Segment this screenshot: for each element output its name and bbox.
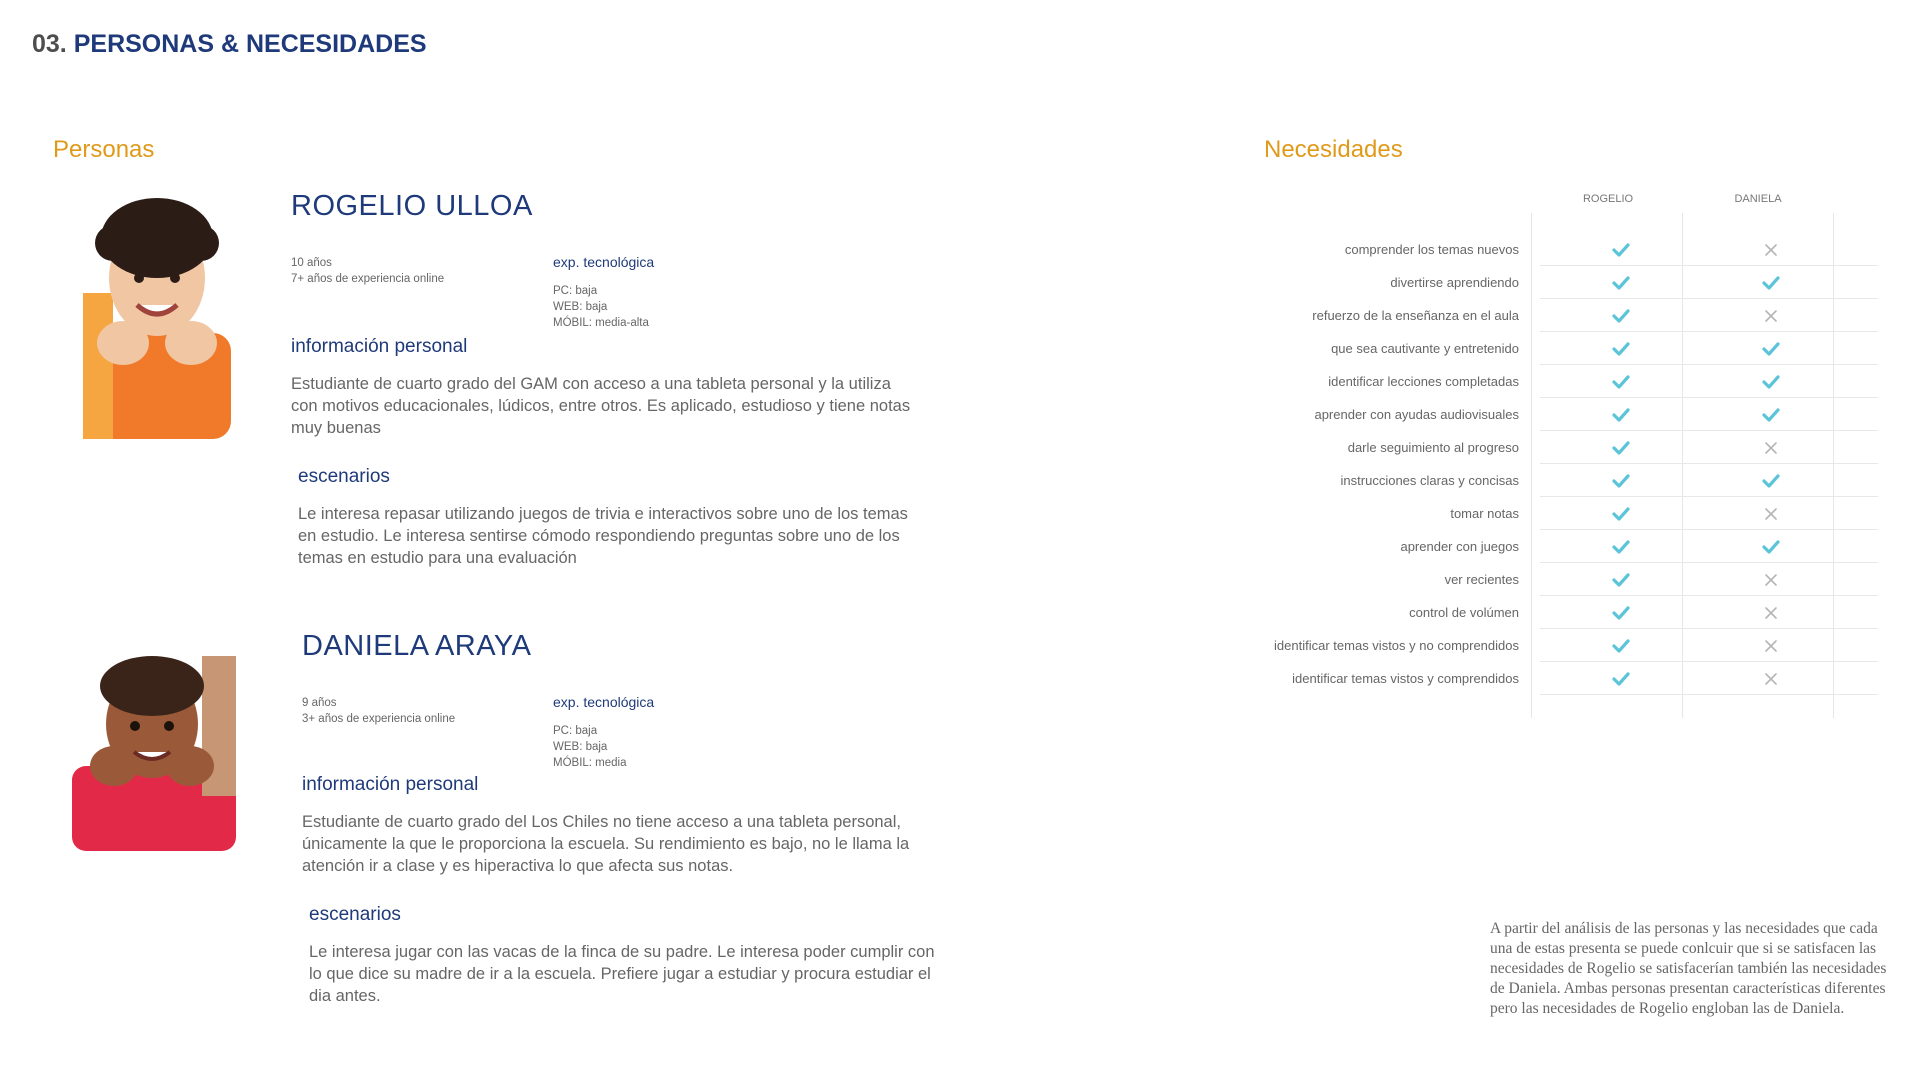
cross-icon — [1761, 240, 1781, 260]
daniela-scenarios-text: Le interesa jugar con las vacas de la finca de su padre. Le interesa poder cumplir con lo que dice su madre de ir a la escuela. Prefiere jugar a estudiar y procura estudiar el dia antes. — [309, 943, 935, 1005]
rogelio-exp-pc: PC: baja — [553, 285, 598, 297]
need-label: ver recientes — [1444, 572, 1519, 587]
col-header-daniela: DANIELA — [1734, 193, 1782, 205]
row-divider — [1540, 529, 1878, 530]
row-divider — [1540, 364, 1878, 365]
daniela-exp-title: exp. tecnológica — [553, 694, 655, 710]
need-label: aprender con ayudas audiovisuales — [1314, 407, 1519, 422]
cross-icon — [1761, 504, 1781, 524]
check-icon — [1761, 339, 1781, 359]
daniela-info-text: Estudiante de cuarto grado del Los Chiles no tiene acceso a una tableta personal, únicamente la que le proporciona la escuela. Su rendimiento es bajo, no le llama la atención ir a clase y es hiperactiva lo que afecta sus notas. — [302, 813, 910, 875]
check-icon — [1611, 570, 1631, 590]
rogelio-name: ROGELIO ULLOA — [291, 190, 533, 222]
check-icon — [1761, 405, 1781, 425]
row-divider — [1540, 595, 1878, 596]
need-label: que sea cautivante y entretenido — [1331, 341, 1519, 356]
check-icon — [1611, 273, 1631, 293]
table-divider — [1833, 213, 1834, 718]
need-label: aprender con juegos — [1400, 539, 1519, 554]
section-title: PERSONAS & NECESIDADES — [73, 30, 427, 58]
check-icon — [1761, 471, 1781, 491]
row-divider — [1540, 562, 1878, 563]
row-divider — [1540, 694, 1878, 695]
daniela-name: DANIELA ARAYA — [302, 630, 532, 662]
need-label: comprender los temas nuevos — [1344, 242, 1519, 257]
row-divider — [1540, 331, 1878, 332]
cross-icon — [1761, 636, 1781, 656]
check-icon — [1761, 537, 1781, 557]
row-divider — [1540, 397, 1878, 398]
daniela-age: 9 años — [302, 697, 337, 709]
col-header-rogelio: ROGELIO — [1582, 193, 1634, 205]
daniela-info-title: información personal — [302, 774, 479, 795]
rogelio-scenarios-title: escenarios — [298, 466, 390, 487]
cross-icon — [1761, 306, 1781, 326]
need-label: divertirse aprendiendo — [1390, 275, 1519, 290]
conclusion-text: A partir del análisis de las personas y las necesidades que cada una de estas presenta se puede conlcuir que si se satisfacen las necesidades de Rogelio se satisfacerían también las necesidades de Daniela. Ambas personas presentan características diferentes pero las necesidades de Rogelio engloban las de Daniela. — [1490, 920, 1887, 1017]
daniela-exp-pc: PC: baja — [553, 725, 598, 737]
rogelio-exp-web: WEB: baja — [553, 301, 608, 313]
cross-icon — [1761, 570, 1781, 590]
daniela-scenarios-title: escenarios — [309, 904, 401, 925]
cross-icon — [1761, 603, 1781, 623]
row-divider — [1540, 430, 1878, 431]
row-divider — [1540, 661, 1878, 662]
personas-heading: Personas — [53, 136, 155, 163]
daniela-exp-web: WEB: baja — [553, 741, 608, 753]
check-icon — [1611, 339, 1631, 359]
row-divider — [1540, 628, 1878, 629]
row-divider — [1540, 298, 1878, 299]
check-icon — [1611, 669, 1631, 689]
rogelio-info-text: Estudiante de cuarto grado del GAM con acceso a una tableta personal y la utiliza con motivos educacionales, lúdicos, entre otros. Es aplicado, estudioso y tiene notas muy buenas — [291, 375, 911, 437]
needs-heading: Necesidades — [1264, 136, 1403, 163]
rogelio-exp-mobile: MÓBIL: media-alta — [553, 317, 649, 329]
need-label: instrucciones claras y concisas — [1340, 473, 1519, 488]
cross-icon — [1761, 669, 1781, 689]
check-icon — [1611, 405, 1631, 425]
row-divider — [1540, 496, 1878, 497]
row-divider — [1540, 463, 1878, 464]
need-label: control de volúmen — [1409, 605, 1519, 620]
check-icon — [1611, 603, 1631, 623]
check-icon — [1611, 438, 1631, 458]
need-label: identificar temas vistos y comprendidos — [1292, 671, 1519, 686]
check-icon — [1761, 372, 1781, 392]
check-icon — [1611, 306, 1631, 326]
check-icon — [1611, 504, 1631, 524]
section-number: 03. — [32, 30, 67, 58]
need-label: identificar temas vistos y no comprendidos — [1274, 638, 1519, 653]
cross-icon — [1761, 438, 1781, 458]
check-icon — [1611, 636, 1631, 656]
need-label: identificar lecciones completadas — [1328, 374, 1519, 389]
table-divider — [1682, 213, 1683, 718]
need-label: tomar notas — [1450, 506, 1519, 521]
rogelio-experience: 7+ años de experiencia online — [291, 273, 445, 285]
check-icon — [1611, 240, 1631, 260]
need-label: darle seguimiento al progreso — [1347, 440, 1519, 455]
daniela-experience: 3+ años de experiencia online — [302, 713, 456, 725]
check-icon — [1611, 537, 1631, 557]
rogelio-info-title: información personal — [291, 336, 468, 357]
rogelio-scenarios-text: Le interesa repasar utilizando juegos de trivia e interactivos sobre uno de los temas en estudio. Le interesa sentirse cómodo respondiendo preguntas sobre uno de los temas en estudio para una evaluación — [298, 505, 908, 567]
rogelio-exp-title: exp. tecnológica — [553, 254, 655, 270]
check-icon — [1611, 372, 1631, 392]
check-icon — [1611, 471, 1631, 491]
daniela-exp-mobile: MÓBIL: media — [553, 757, 627, 769]
row-divider — [1540, 265, 1878, 266]
need-label: refuerzo de la enseñanza en el aula — [1312, 308, 1519, 323]
table-divider — [1531, 213, 1532, 718]
check-icon — [1761, 273, 1781, 293]
rogelio-age: 10 años — [291, 257, 332, 269]
